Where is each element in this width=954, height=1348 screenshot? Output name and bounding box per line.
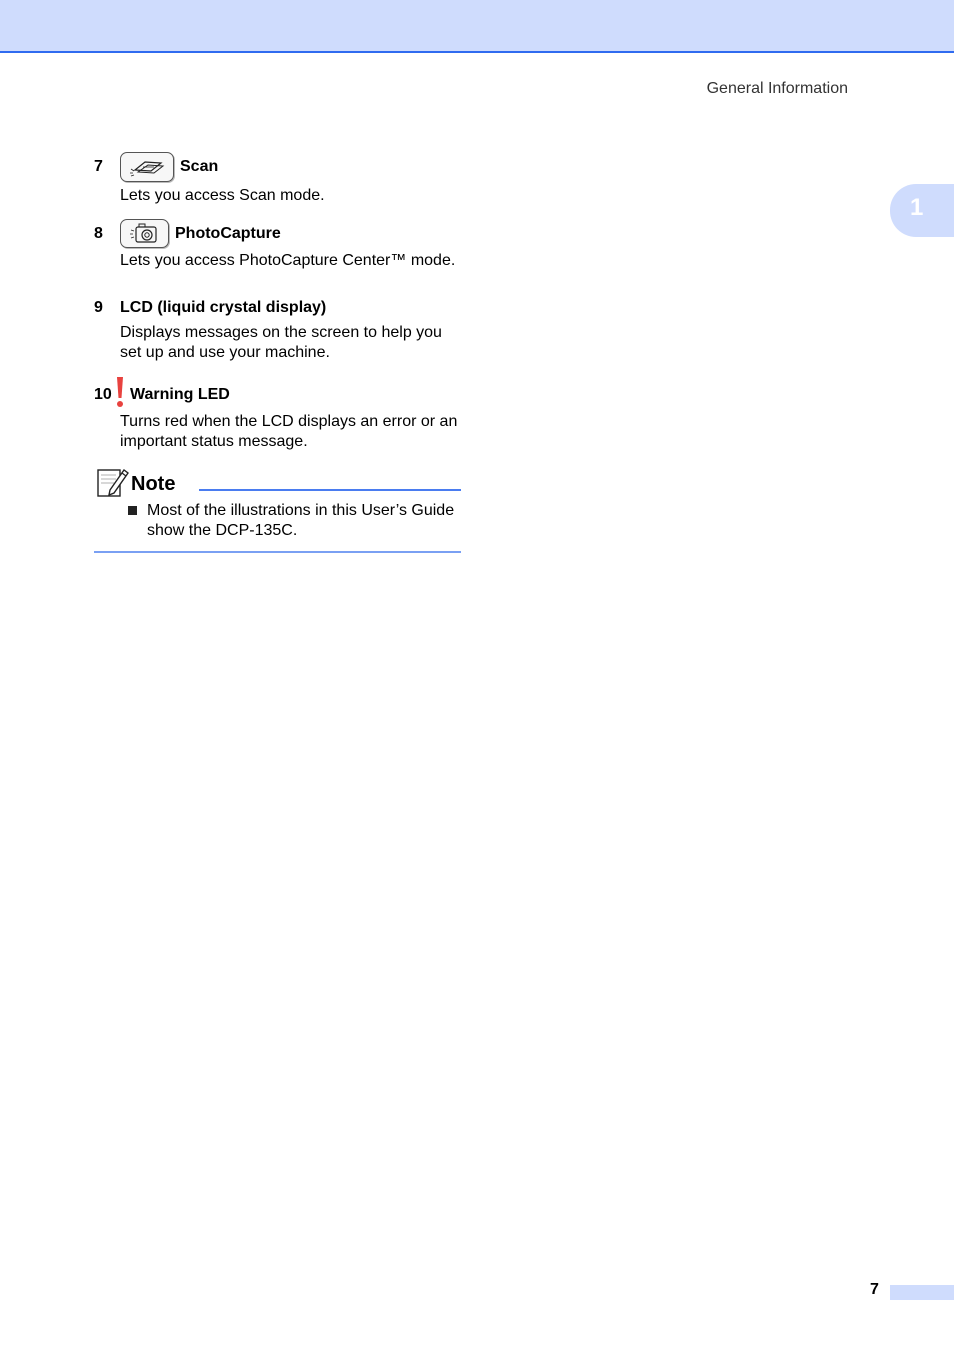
item-title: Scan [180,158,219,175]
note-top-rule [199,489,461,491]
item-number: 10 [94,385,112,403]
item-scan-description: Lets you access Scan mode. [120,187,325,204]
note-text: Most of the illustrations in this User’s Guide show the DCP-135C. [147,502,455,539]
running-header: General Information [706,80,848,97]
scan-key-icon [120,152,174,182]
warning-exclamation-icon [115,376,125,413]
chapter-tab [890,184,954,237]
footer-band [890,1285,954,1300]
photocapture-key-icon [120,219,169,248]
chapter-number: 1 [910,194,924,221]
item-scan-heading [94,152,218,182]
item-number: 7 [94,158,103,175]
note-bottom-rule [94,551,461,553]
item-title: LCD (liquid crystal display) [120,299,327,316]
item-photocapture-heading [94,219,281,248]
header-band [0,0,954,53]
item-warning-heading [94,376,230,413]
item-number: 8 [94,224,103,242]
note-pencil-icon [96,466,130,503]
note-bullet-square [128,506,137,515]
item-title: PhotoCapture [175,224,281,242]
item-title: Warning LED [130,385,230,403]
item-warning-description: Turns red when the LCD displays an error or an important status message. [120,413,458,450]
note-title: Note [131,473,176,495]
item-lcd-heading [94,299,326,317]
item-photocapture-description: Lets you access PhotoCapture Center™ mode. [120,252,456,269]
item-lcd-description: Displays messages on the screen to help you set up and use your machine. [120,324,442,361]
page-number: 7 [870,1281,879,1298]
item-number: 9 [94,299,103,316]
